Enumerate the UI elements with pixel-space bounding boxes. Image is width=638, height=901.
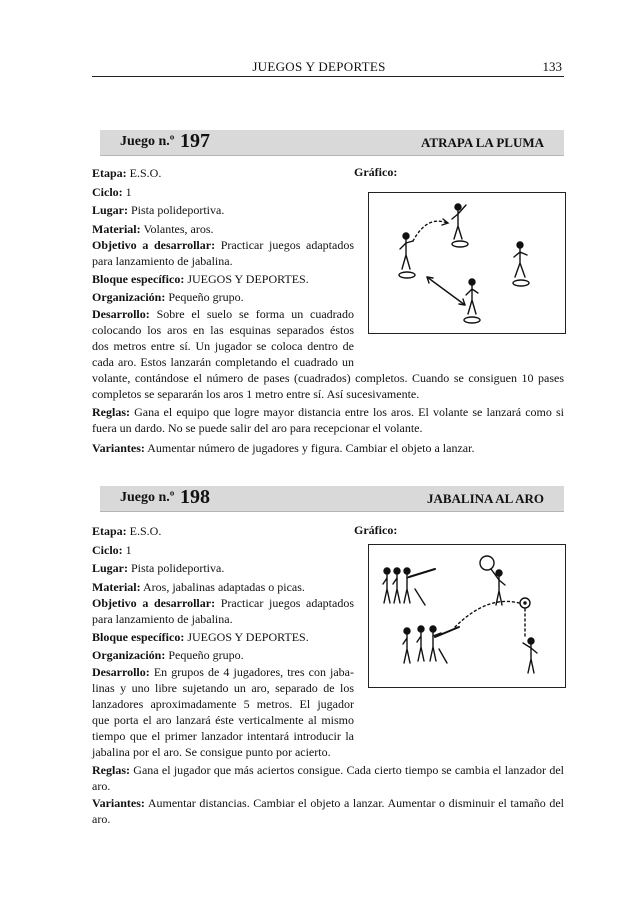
field-lugar: Lugar: Pista polideportiva. (92, 561, 225, 575)
game-title: ATRAPA LA PLUMA (420, 135, 544, 150)
grafico-figure (368, 192, 566, 334)
game-198-section (92, 486, 564, 826)
field-variantes-line: Variantes: Aumentar número de jugadores y figura. Cambiar el objeto a lanzar. (92, 441, 475, 455)
atrapa-pluma-illustration (369, 193, 565, 333)
field-reglas: Reglas: Gana el jugador que más aciertos consigue. Cada cierto tiempo se cambia el lanzador del aro. (92, 763, 564, 793)
jabalina-aro-illustration (369, 545, 565, 687)
game-197-section (92, 130, 565, 455)
field-material: Material: Volantes, aros. (92, 222, 214, 236)
field-desarrollo: Desarrollo: En grupos de 4 jugadores, tres con jaba- linas y uno libre sujetando un aro, separado de los lanzadores aproximadamente 5 metros. El jugador que porta el aro lanzará éste verticalmente al mismo tiempo que el primer lanzador intentará introducir la jabalina por el aro. Se consigue punto por acierto. (92, 665, 354, 759)
field-lugar: Lugar: Pista polideportiva. (92, 203, 225, 217)
field-bloque: Bloque específico: JUEGOS Y DEPORTES. (92, 272, 309, 286)
field-organizacion: Organización: Pequeño grupo. (92, 648, 244, 662)
field-material: Material: Aros, jabalinas adaptadas o picas. (92, 580, 305, 594)
field-etapa: Etapa: E.S.O. (92, 524, 162, 538)
field-reglas: Reglas: Gana el equipo que logre mayor distancia entre los aros. El volante se lanzará como si fuera un dardo. No se puede salir del aro para recepcionar el volante. (92, 405, 565, 435)
field-organizacion: Organización: Pequeño grupo. (92, 290, 244, 304)
grafico-label: Gráfico: (354, 523, 398, 537)
field-desarrollo-cont: volante, contándose el número de pases (cuadrados) completos. Cuando se consiguen 10 pases completos se separarán los aros 1 metro entre sí. Así sucesivamente. (92, 371, 564, 401)
grafico-label: Gráfico: (354, 165, 398, 179)
field-objetivo: Objetivo a desarrollar: Practicar juegos adaptados para lanzamiento de jabalina. (92, 596, 354, 626)
page-number: 133 (542, 59, 562, 74)
game-label: Juego n.º (120, 134, 175, 149)
field-etapa: Etapa: E.S.O. (92, 166, 162, 180)
field-variantes: Variantes: Aumentar distancias. Cambiar el objeto a lanzar. Aumentar o disminuir el tamaño del aro. (92, 796, 564, 826)
field-ciclo: Ciclo: 1 (92, 543, 132, 557)
grafico-figure (368, 544, 566, 688)
game-label: Juego n.º (120, 490, 175, 505)
game-number: 198 (180, 486, 210, 508)
game-title: JABALINA AL ARO (426, 491, 544, 506)
game-title-bar (100, 130, 564, 156)
game-number: 197 (180, 130, 210, 152)
field-bloque: Bloque específico: JUEGOS Y DEPORTES. (92, 630, 309, 644)
running-header-title: JUEGOS Y DEPORTES (252, 59, 386, 74)
game-title-bar (100, 486, 564, 512)
header-rule (92, 76, 564, 77)
field-objetivo: Objetivo a desarrollar: Practicar juegos adaptados para lanzamiento de jabalina. (92, 238, 354, 268)
field-desarrollo: Desarrollo: Sobre el suelo se forma un cuadrado colocando los aros en las esquinas separados éstos dos metros entre sí. Un jugador se coloca dentro de cada aro. Estos lanzarán completando el cuadrado un (92, 307, 355, 369)
field-ciclo: Ciclo: 1 (92, 185, 132, 199)
